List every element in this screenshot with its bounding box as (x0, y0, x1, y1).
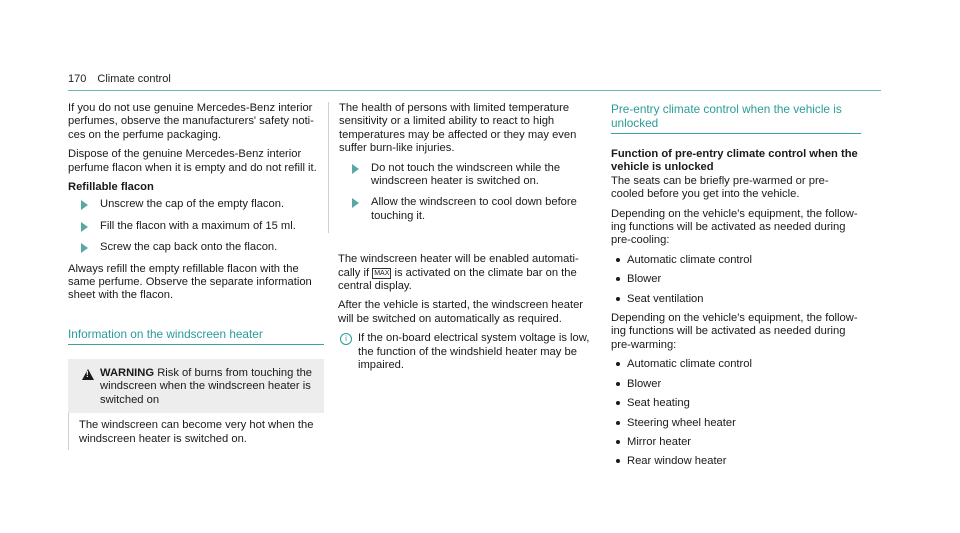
step-item (339, 162, 600, 189)
column-right (611, 102, 861, 475)
list-item: Automatic climate control (611, 358, 861, 371)
auto-enable-pre: The windscreen heater will be enabled automati- cally if (338, 253, 579, 279)
refill-note: Always refill the empty refillable flacon with the same perfume. Observe the separate information sheet with the flacon. (68, 262, 312, 302)
step-arrow-icon (81, 200, 88, 210)
step-text: Do not touch the windscreen while the windscreen heater is switched on. (371, 161, 561, 188)
list-item: Blower (611, 273, 861, 286)
step-arrow-icon (81, 222, 88, 232)
pre-cooling-list (611, 254, 861, 306)
column-left (68, 102, 324, 450)
step-item (68, 198, 324, 211)
warning-body (68, 413, 324, 450)
info-note-text: If the on-board electrical system voltage is low, the function of the windshield heater may be impaired. (358, 332, 590, 372)
warning-body-text: The windscreen can become very hot when the windscreen heater is switched on. (79, 419, 314, 445)
list-item: Seat ventilation (611, 293, 861, 306)
auto-enable-post: is activated on the climate bar on the central display. (338, 266, 577, 293)
section-title-windscreen: Information on the windscreen heater (68, 327, 324, 345)
pre-warming-intro: Depending on the vehicle's equipment, the follow- ing functions will be activated as needed during pre-warming: (611, 312, 858, 351)
health-text: The health of persons with limited temperature sensitivity or a limited ability to react to high temperatures may be affected or they may even suffer burn-like injuries. (339, 102, 577, 155)
step-item (68, 241, 324, 254)
list-item: Rear window heater (611, 455, 861, 468)
windscreen-max-icon: MAX (374, 269, 390, 277)
step-text: Screw the cap back onto the flacon. (100, 241, 278, 254)
step-arrow-icon (352, 198, 359, 208)
warning-triangle-icon (82, 369, 94, 380)
pre-cooling-intro: Depending on the vehicle's equipment, the follow- ing functions will be activated as needed during pre-cooling: (611, 207, 858, 247)
step-arrow-icon (352, 164, 359, 174)
step-arrow-icon (81, 243, 88, 253)
warning-label: WARNING (100, 366, 155, 379)
refill-heading: Refillable flacon (68, 181, 154, 194)
step-item (68, 220, 324, 233)
list-item: Blower (611, 378, 861, 391)
list-item: Steering wheel heater (611, 417, 861, 430)
auto-enable-text (338, 253, 600, 293)
perfume-intro: If you do not use genuine Mercedes-Benz interior perfumes, observe the manufacturers' safety noti- ces on the perfume packaging. (68, 102, 314, 141)
after-start-text: After the vehicle is started, the windscreen heater will be switched on automatically as required. (338, 299, 584, 325)
warning-continuation (328, 102, 600, 233)
section-title-preentry: Pre-entry climate control when the vehicle is unlocked (611, 102, 861, 134)
warning-header (78, 367, 316, 407)
step-text: Allow the windscreen to cool down before touching it. (371, 196, 577, 222)
column-middle (338, 102, 600, 373)
step-item (339, 196, 600, 233)
seats-text: The seats can be briefly pre-warmed or pre- cooled before you get into the vehicle. (611, 174, 829, 201)
step-text: Unscrew the cap of the empty flacon. (100, 198, 285, 211)
page-header (68, 73, 171, 85)
warning-text: Risk of burns from touching the windscreen when the windscreen heater is switched on (100, 366, 313, 406)
list-item: Automatic climate control (611, 254, 861, 267)
function-heading: Function of pre-entry climate control when the vehicle is unlocked (611, 148, 858, 174)
page-number: 170 (68, 73, 87, 85)
info-note (338, 332, 600, 372)
chapter-title: Climate control (97, 73, 171, 85)
info-icon: i (340, 333, 352, 345)
pre-warming-list (611, 358, 861, 468)
list-item: Seat heating (611, 397, 861, 410)
perfume-dispose: Dispose of the genuine Mercedes-Benz interior perfume flacon when it is empty and do not refill it. (68, 148, 317, 174)
step-text: Fill the flacon with a maximum of 15 ml. (100, 219, 296, 232)
list-item: Mirror heater (611, 436, 861, 449)
header-rule (68, 90, 881, 91)
warning-box (68, 359, 324, 413)
